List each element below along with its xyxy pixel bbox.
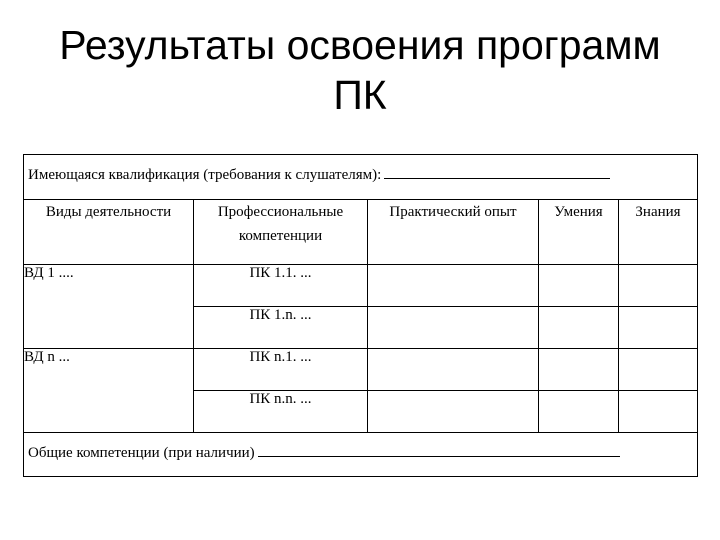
header-activity-types: Виды деятельности: [24, 200, 194, 265]
qualification-blank-line: [384, 165, 610, 179]
slide-title-line-2: ПК: [333, 72, 387, 118]
activity-cell: ВД 1 ....: [24, 265, 194, 349]
general-competencies-cell: [24, 433, 698, 477]
skills-cell: [539, 349, 619, 391]
table-row: [24, 349, 698, 391]
competency-cell: ПК 1.n. ...: [194, 307, 368, 349]
knowledge-cell: [619, 349, 698, 391]
skills-cell: [539, 307, 619, 349]
activity-cell: ВД n ...: [24, 349, 194, 433]
practical-experience-cell: [368, 349, 539, 391]
header-professional-competencies: Профессиональные компетенции: [194, 200, 368, 265]
program-results-table: [23, 154, 698, 477]
skills-cell: [539, 265, 619, 307]
qualification-row: [24, 155, 698, 200]
skills-cell: [539, 391, 619, 433]
table-row: [24, 265, 698, 307]
qualification-cell: [24, 155, 698, 200]
qualification-label: Имеющаяся квалификация (требования к слушателям):: [28, 167, 382, 183]
slide-title-line-1: Результаты освоения программ: [59, 22, 661, 68]
knowledge-cell: [619, 391, 698, 433]
header-knowledge: Знания: [619, 200, 698, 265]
general-competencies-blank-line: [258, 443, 620, 457]
practical-experience-cell: [368, 265, 539, 307]
slide-title: [0, 20, 720, 120]
header-practical-experience: Практический опыт: [368, 200, 539, 265]
competency-cell: ПК n.n. ...: [194, 391, 368, 433]
general-competencies-row: [24, 433, 698, 477]
header-skills: Умения: [539, 200, 619, 265]
knowledge-cell: [619, 265, 698, 307]
knowledge-cell: [619, 307, 698, 349]
competency-cell: ПК 1.1. ...: [194, 265, 368, 307]
practical-experience-cell: [368, 307, 539, 349]
general-competencies-label: Общие компетенции (при наличии): [28, 445, 255, 461]
table-header-row: [24, 200, 698, 265]
competency-cell: ПК n.1. ...: [194, 349, 368, 391]
practical-experience-cell: [368, 391, 539, 433]
